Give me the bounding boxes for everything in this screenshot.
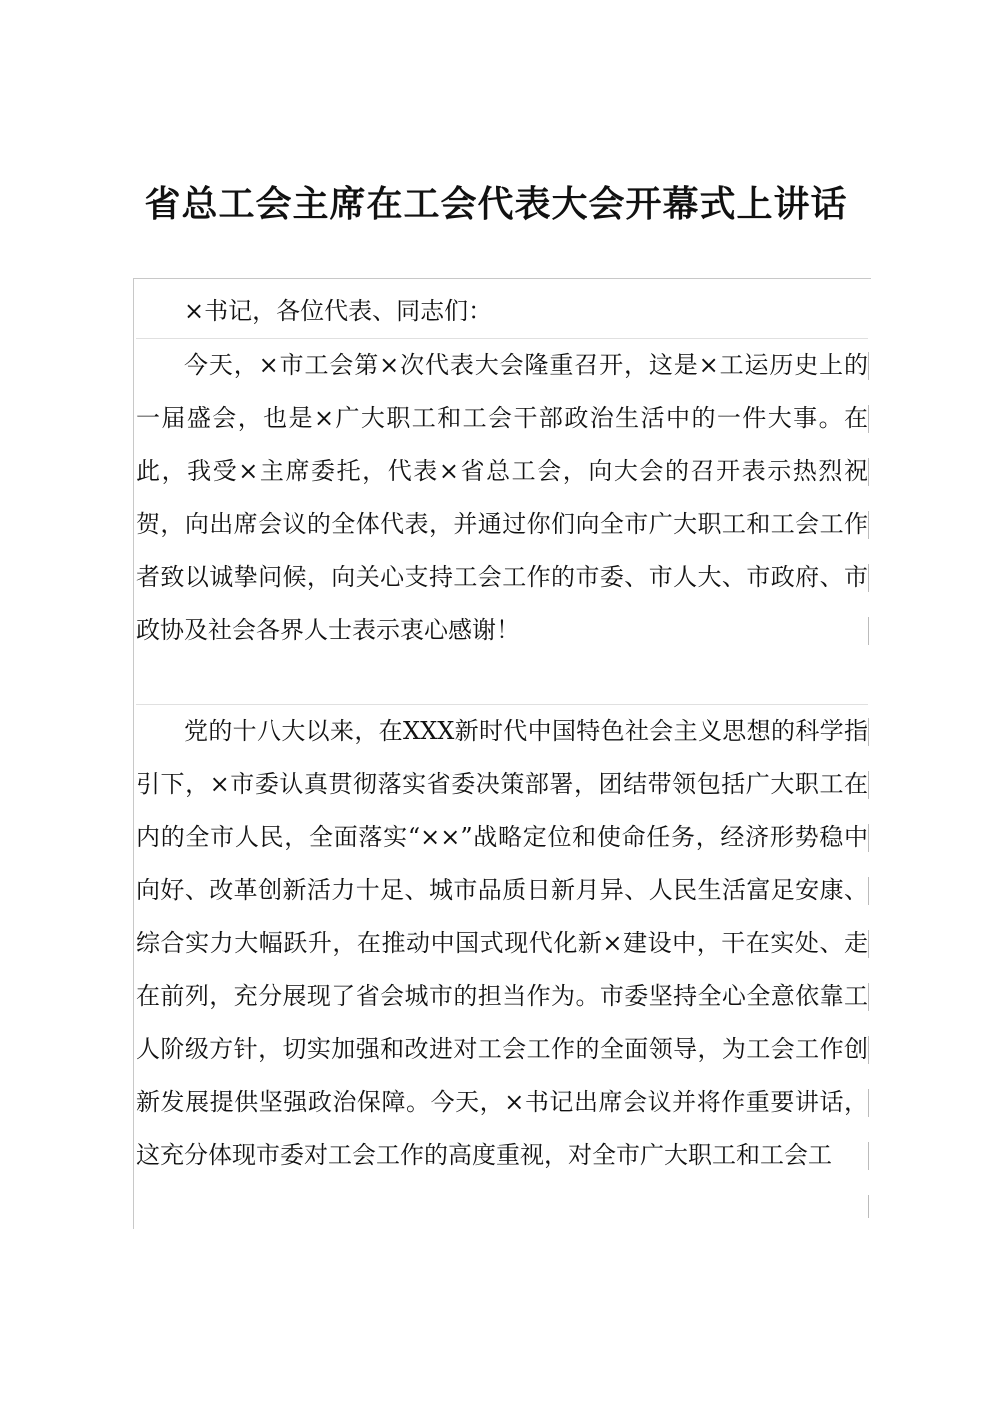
opening-paragraph: 今天，×市工会第×次代表大会隆重召开，这是×工运历史上的一届盛会，也是×广大职工和工会干部政治生活中的一件大事。在此，我受×主席委托，代表×省总工会，向大会的召开表示热烈祝贺，向出席会议的全体代表，并通过你们向全市广大职工和工会工作者致以诚挚问候，向关心支持工会工作的市委、市人大、市政府、市政协及社会各界人士表示衷心感谢！ bbox=[136, 338, 868, 657]
main-paragraph: 党的十八大以来，在XXX新时代中国特色社会主义思想的科学指引下，×市委认真贯彻落实省委决策部署，团结带领包括广大职工在内的全市人民，全面落实“××”战略定位和使命任务，经济形势稳中向好、改革创新活力十足、城市品质日新月异、人民生活富足安康、综合实力大幅跃升，在推动中国式现代化新×建设中，干在实处、走在前列，充分展现了省会城市的担当作为。市委坚持全心全意依靠工人阶级方针，切实加强和改进对工会工作的全面领导，为工会工作创新发展提供坚强政治保障。今天，×书记出席会议并将作重要讲话，这充分体现市委对工会工作的高度重视，对全市广大职工和工会工 bbox=[136, 704, 868, 1182]
salutation-paragraph: ×书记，各位代表、同志们： bbox=[184, 297, 493, 325]
margin-marks-bottom bbox=[868, 718, 869, 1218]
document-title: 省总工会主席在工会代表大会开幕式上讲话 bbox=[144, 183, 848, 225]
document-body bbox=[133, 278, 871, 1229]
margin-marks-top bbox=[868, 352, 869, 656]
